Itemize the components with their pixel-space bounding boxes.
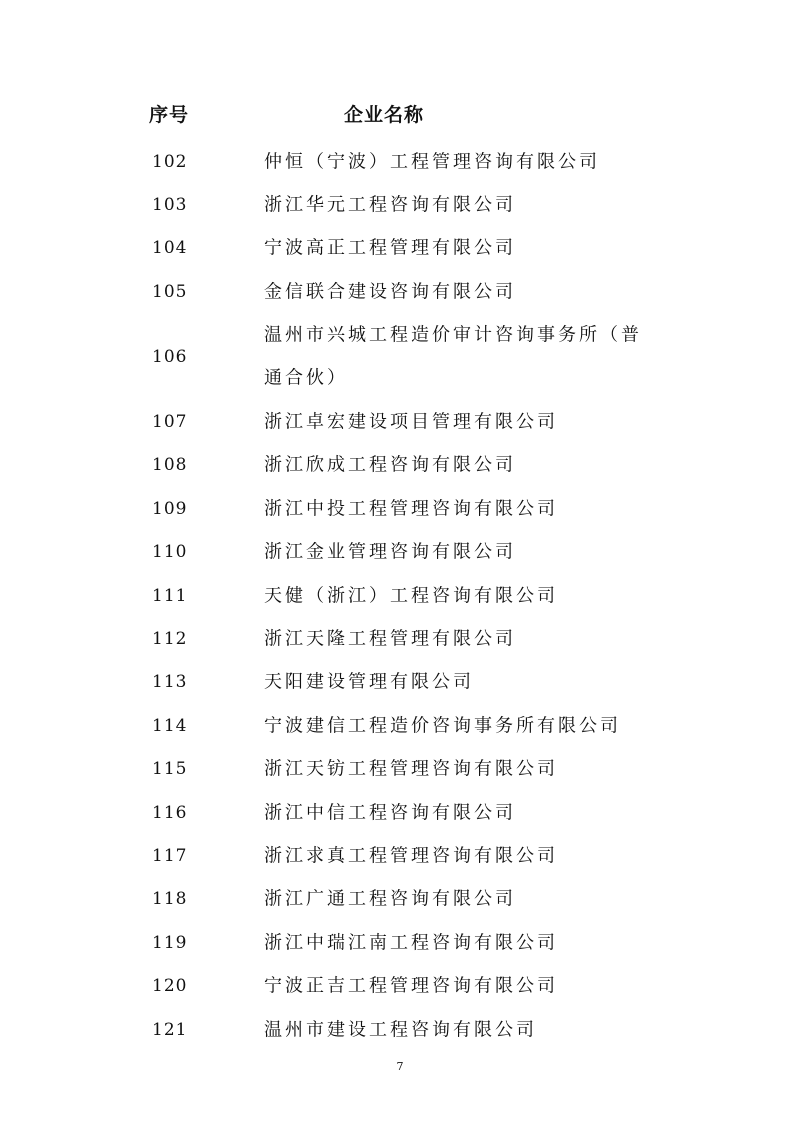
company-name: 浙江金业管理咨询有限公司 — [264, 541, 516, 563]
company-name: 浙江中瑞江南工程咨询有限公司 — [264, 932, 558, 954]
column-header-company-name: 企业名称 — [344, 104, 425, 126]
company-name: 金信联合建设咨询有限公司 — [264, 281, 516, 303]
page-number: 7 — [396, 1060, 404, 1073]
row-number: 108 — [152, 455, 188, 476]
row-number: 115 — [152, 759, 188, 780]
column-header-number: 序号 — [149, 104, 190, 126]
company-name: 天健（浙江）工程咨询有限公司 — [264, 584, 558, 606]
row-number: 102 — [152, 151, 188, 172]
table-row — [0, 227, 800, 270]
company-name: 温州市兴城工程造价审计咨询事务所（普通合伙） — [264, 324, 642, 389]
row-number: 105 — [152, 281, 188, 302]
table-row — [0, 791, 800, 834]
row-number: 118 — [152, 889, 188, 910]
row-number: 104 — [152, 238, 188, 259]
row-number: 107 — [152, 412, 188, 433]
company-name: 仲恒（宁波）工程管理咨询有限公司 — [264, 150, 600, 172]
table-row — [0, 617, 800, 660]
company-name: 宁波建信工程造价咨询事务所有限公司 — [264, 715, 621, 737]
row-number: 119 — [152, 932, 188, 953]
row-number: 113 — [152, 672, 188, 693]
company-name: 浙江卓宏建设项目管理有限公司 — [264, 411, 558, 433]
row-number: 111 — [152, 585, 188, 606]
company-name: 浙江求真工程管理咨询有限公司 — [264, 845, 558, 867]
row-number: 121 — [152, 1019, 188, 1040]
company-name: 浙江天隆工程管理有限公司 — [264, 628, 516, 650]
table-row — [0, 661, 800, 704]
table-row — [0, 964, 800, 1007]
table-row — [0, 400, 800, 443]
table-row — [0, 140, 800, 183]
company-name: 浙江中投工程管理咨询有限公司 — [264, 498, 558, 520]
row-number: 103 — [152, 195, 188, 216]
company-name: 浙江天钫工程管理咨询有限公司 — [264, 758, 558, 780]
table-row — [0, 574, 800, 617]
company-name: 浙江华元工程咨询有限公司 — [264, 194, 516, 216]
table-row — [0, 921, 800, 964]
row-number: 114 — [152, 715, 188, 736]
row-number: 116 — [152, 802, 188, 823]
company-name: 浙江中信工程咨询有限公司 — [264, 801, 516, 823]
table-row — [0, 834, 800, 877]
company-list — [0, 140, 800, 1051]
company-name: 宁波正吉工程管理咨询有限公司 — [264, 975, 558, 997]
row-number: 112 — [152, 629, 188, 649]
table-row — [0, 704, 800, 747]
table-row — [0, 444, 800, 487]
row-number: 106 — [152, 346, 188, 367]
table-row — [0, 183, 800, 226]
company-name: 温州市建设工程咨询有限公司 — [264, 1018, 537, 1040]
company-name: 天阳建设管理有限公司 — [264, 671, 474, 693]
company-name: 浙江欣成工程咨询有限公司 — [264, 454, 516, 476]
table-row — [0, 314, 800, 401]
row-number: 120 — [152, 976, 188, 997]
row-number: 110 — [152, 542, 188, 563]
table-row — [0, 747, 800, 790]
table-row — [0, 270, 800, 313]
table-row — [0, 487, 800, 530]
company-name: 宁波高正工程管理有限公司 — [264, 237, 516, 259]
table-row — [0, 878, 800, 921]
company-name: 浙江广通工程咨询有限公司 — [264, 888, 516, 910]
row-number: 109 — [152, 498, 188, 519]
table-row — [0, 531, 800, 574]
row-number: 117 — [152, 845, 188, 866]
table-header — [0, 100, 800, 134]
table-row — [0, 1008, 800, 1051]
